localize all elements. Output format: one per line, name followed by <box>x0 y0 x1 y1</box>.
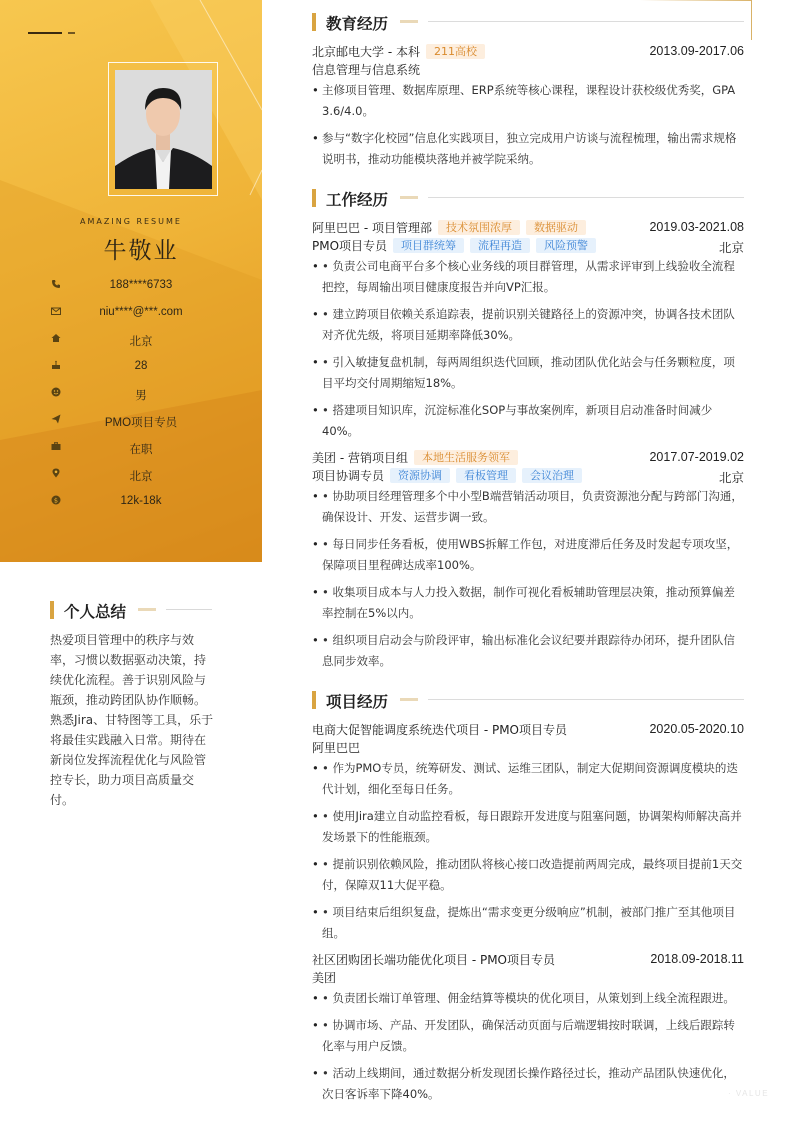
job-position-row <box>312 466 744 484</box>
education-date: 2013.09-2017.06 <box>649 44 744 58</box>
corner-decoration-side <box>751 0 752 40</box>
section-rule <box>428 21 744 22</box>
email-icon <box>50 305 62 317</box>
company-name: 美团 - 营销项目组 <box>312 451 408 465</box>
school-name: 北京邮电大学 - 本科 <box>312 45 420 59</box>
skill-tag: 会议治理 <box>522 468 582 483</box>
section-dash <box>400 698 418 701</box>
job-header <box>312 218 744 236</box>
section-marker <box>312 189 316 207</box>
list-item: • • 使用Jira建立自动监控看板，每日跟踪开发进度与阻塞问题，协调架构师解决高并发场景下的性能瓶颈。 <box>312 806 744 848</box>
education-major-row <box>312 60 744 78</box>
info-age: 28 <box>46 356 246 383</box>
project-header <box>312 950 744 968</box>
list-item: • • 负责公司电商平台多个核心业务线的项目群管理，从需求评审到上线验收全流程把控，每周输出项目健康度报告并向VP汇报。 <box>312 256 744 298</box>
project-header <box>312 720 744 738</box>
section-rule <box>428 197 744 198</box>
info-email: niu****@***.com <box>46 302 246 329</box>
section-marker <box>50 601 54 619</box>
school-tag: 211高校 <box>426 44 485 59</box>
info-position: PMO项目专员 <box>46 410 246 437</box>
list-item: • • 项目结束后组织复盘，提炼出“需求变更分级响应”机制，被部门推广至其他项目组。 <box>312 902 744 944</box>
list-item: • • 收集项目成本与人力投入数据，制作可视化看板辅助管理层决策，推动预算偏差率控制在5%以内。 <box>312 582 744 624</box>
job-position: PMO项目专员 <box>312 239 388 253</box>
section-marker <box>312 13 316 31</box>
list-item: • • 负责团长端订单管理、佣金结算等模块的优化项目，从策划到上线全流程跟进。 <box>312 988 744 1009</box>
work-section <box>312 188 744 672</box>
cake-icon <box>50 359 62 371</box>
job-date: 2019.03-2021.08 <box>649 220 744 234</box>
skill-tag: 看板管理 <box>456 468 516 483</box>
job-bullets <box>312 486 744 672</box>
job-position-row <box>312 236 744 254</box>
info-phone: 188****6733 <box>46 275 246 302</box>
info-home: 北京 <box>46 329 246 356</box>
corner-decoration-top <box>640 0 752 1</box>
summary-text: 热爱项目管理中的秩序与效率，习惯以数据驱动决策，持续优化流程。善于识别风险与瓶颈，推动跨团队协作顺畅。熟悉Jira、甘特图等工具，乐于将最佳实践融入日常。期待在新岗位发挥流程优化与风险管控专长，助力项目高质量交付。 <box>50 633 214 807</box>
briefcase-icon <box>50 440 62 452</box>
job-entry <box>312 218 744 442</box>
list-item: • • 协助项目经理管理多个中小型B端营销活动项目，负责资源池分配与跨部门沟通，确保设计、开发、运营步调一致。 <box>312 486 744 528</box>
salary-icon <box>50 494 62 506</box>
phone-icon <box>50 278 62 290</box>
job-bullets <box>312 256 744 442</box>
list-item: • 主修项目管理、数据库原理、ERP系统等核心课程，课程设计获校级优秀奖，GPA 3.6/4.0。 <box>312 80 744 122</box>
svg-text:$: $ <box>53 496 59 505</box>
company-tag: 本地生活服务领军 <box>414 450 518 465</box>
section-dash <box>400 196 418 199</box>
project-org: 美团 <box>312 971 337 985</box>
education-section-header <box>312 12 744 32</box>
list-item: • • 提前识别依赖风险，推动团队将核心接口改造提前两周完成，最终项目提前1天交付，保障双11大促平稳。 <box>312 854 744 896</box>
company-tag: 数据驱动 <box>526 220 586 235</box>
skill-tag: 风险预警 <box>536 238 596 253</box>
list-item: • 参与“数字化校园”信息化实践项目，独立完成用户访谈与流程梳理，输出需求规格说明书，推动功能模块落地并被学院采纳。 <box>312 128 744 170</box>
education-section <box>312 12 744 170</box>
work-title: 工作经历 <box>326 191 389 209</box>
projects-section <box>312 690 744 1105</box>
info-salary: $ 12k-18k <box>46 491 246 518</box>
project-name: 电商大促智能调度系统迭代项目 - PMO项目专员 <box>312 723 567 737</box>
section-dash <box>400 20 418 23</box>
project-bullets <box>312 758 744 944</box>
education-title: 教育经历 <box>326 15 389 33</box>
info-gender: 男 <box>46 383 246 410</box>
education-bullets <box>312 80 744 170</box>
main-content <box>312 12 744 1123</box>
work-section-header <box>312 188 744 208</box>
summary-title: 个人总结 <box>64 603 127 621</box>
list-item: • • 作为PMO专员，统筹研发、测试、运维三团队，制定大促期间资源调度模块的迭代计划，细化至每日任务。 <box>312 758 744 800</box>
section-marker <box>312 691 316 709</box>
personal-info-list <box>46 275 246 518</box>
project-bullets <box>312 988 744 1105</box>
list-item: • • 活动上线期间，通过数据分析发现团长操作路径过长，推动产品团队快速优化，次日客诉率下降40%。 <box>312 1063 744 1105</box>
skill-tag: 流程再造 <box>470 238 530 253</box>
section-rule <box>428 699 744 700</box>
job-city: 北京 <box>718 241 744 255</box>
job-date: 2017.07-2019.02 <box>649 450 744 464</box>
job-position: 项目协调专员 <box>312 469 385 483</box>
project-name: 社区团购团长端功能优化项目 - PMO项目专员 <box>312 953 555 967</box>
project-date: 2018.09-2018.11 <box>650 952 744 966</box>
job-entry <box>312 448 744 672</box>
project-org-row <box>312 968 744 986</box>
list-item: • • 每日同步任务看板，使用WBS拆解工作包，对进度滞后任务及时发起专项攻坚，保障项目里程碑达成率100%。 <box>312 534 744 576</box>
gender-icon <box>50 386 62 398</box>
list-item: • • 组织项目启动会与阶段评审，输出标准化会议纪要并跟踪待办闭环，提升团队信息同步效率。 <box>312 630 744 672</box>
section-dash <box>138 608 156 611</box>
skill-tag: 项目群统筹 <box>393 238 464 253</box>
projects-title: 项目经历 <box>326 693 389 711</box>
job-header <box>312 448 744 466</box>
project-entry <box>312 950 744 1105</box>
project-org-row <box>312 738 744 756</box>
list-item: • • 搭建项目知识库，沉淀标准化SOP与事故案例库，新项目启动准备时间减少40%。 <box>312 400 744 442</box>
list-item: • • 建立跨项目依赖关系追踪表，提前识别关键路径上的资源冲突，协调各技术团队对齐优先级，将项目延期率降低30%。 <box>312 304 744 346</box>
project-org: 阿里巴巴 <box>312 741 361 755</box>
info-status: 在职 <box>46 437 246 464</box>
major: 信息管理与信息系统 <box>312 63 421 77</box>
watermark: · VALUE <box>728 1089 770 1098</box>
education-entry-header <box>312 42 744 60</box>
send-icon <box>50 413 62 425</box>
projects-section-header <box>312 690 744 710</box>
list-item: • • 协调市场、产品、开发团队，确保活动页面与后端逻辑按时联调，上线后跟踪转化率与用户反馈。 <box>312 1015 744 1057</box>
sidebar-header-panel <box>0 0 262 562</box>
company-tag: 技术氛围浓厚 <box>438 220 520 235</box>
skill-tag: 资源协调 <box>390 468 450 483</box>
candidate-name: 牛敬业 <box>103 238 179 264</box>
resume-tagline: AMAZING RESUME <box>80 217 182 226</box>
location-icon <box>50 467 62 479</box>
project-entry <box>312 720 744 944</box>
accent-dot <box>68 32 75 34</box>
list-item: • • 引入敏捷复盘机制，每两周组织迭代回顾，推动团队优化站会与任务颗粒度，项目平均交付周期缩短18%。 <box>312 352 744 394</box>
company-name: 阿里巴巴 - 项目管理部 <box>312 221 432 235</box>
info-location: 北京 <box>46 464 246 491</box>
job-city: 北京 <box>718 471 744 485</box>
accent-line <box>28 32 62 34</box>
home-icon <box>50 332 62 344</box>
project-date: 2020.05-2020.10 <box>649 722 744 736</box>
avatar-photo <box>115 70 212 189</box>
section-rule <box>166 609 212 610</box>
